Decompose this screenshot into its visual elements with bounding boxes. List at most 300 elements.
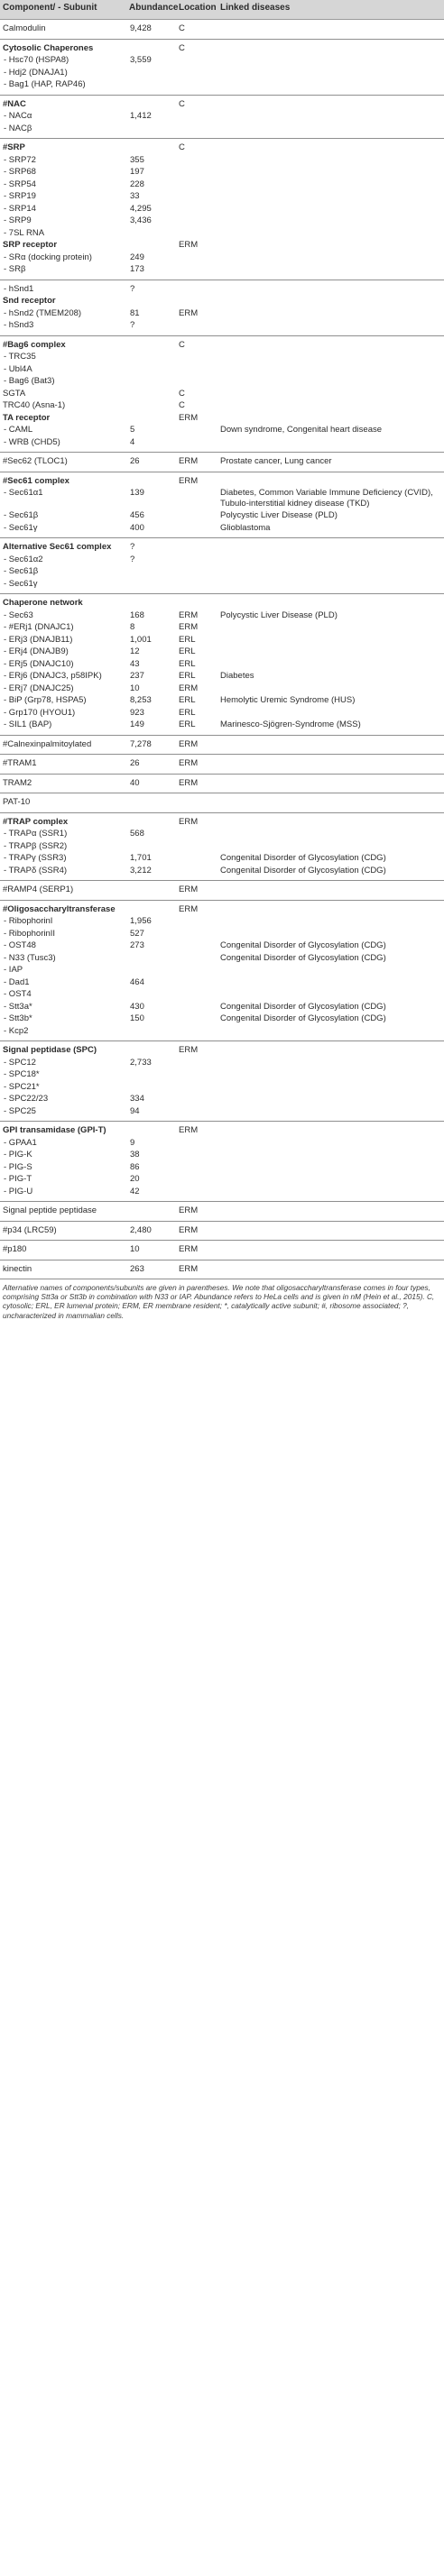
cell-abundance: ? xyxy=(126,280,176,295)
cell-component: TRAM2 xyxy=(0,774,126,793)
cell-diseases xyxy=(217,840,444,853)
cell-location xyxy=(176,988,217,1001)
table-row xyxy=(0,1041,444,1057)
table-row xyxy=(0,399,444,412)
cell-component: - Hdj2 (DNAJA1) xyxy=(4,67,68,78)
cell-diseases xyxy=(217,828,444,840)
cell-location xyxy=(176,793,217,813)
cell-location xyxy=(176,1001,217,1013)
cell-diseases xyxy=(217,95,444,110)
table-row xyxy=(0,707,444,720)
cell-location xyxy=(176,123,217,139)
cell-abundance xyxy=(126,1041,176,1057)
cell-component: - RibophorinII xyxy=(4,928,56,939)
table-row xyxy=(0,215,444,227)
table-row xyxy=(0,453,444,472)
cell-component: #Sec62 (TLOC1) xyxy=(0,453,126,472)
cell-abundance: 26 xyxy=(126,453,176,472)
cell-location xyxy=(176,1093,217,1105)
cell-component: - PIG-T xyxy=(4,1174,32,1184)
cell-diseases xyxy=(217,1241,444,1260)
cell-diseases xyxy=(217,375,444,388)
table-row xyxy=(0,774,444,793)
table-row xyxy=(0,900,444,915)
table-row xyxy=(0,39,444,54)
cell-component: - PIG-U xyxy=(4,1186,33,1196)
cell-diseases xyxy=(217,399,444,412)
cell-abundance: 430 xyxy=(130,1001,144,1012)
cell-abundance: 2,733 xyxy=(130,1057,152,1068)
cell-component: - BiP (Grp78, HSPA5) xyxy=(4,695,87,705)
cell-diseases xyxy=(217,646,444,658)
table-row xyxy=(0,319,444,335)
cell-diseases xyxy=(217,1173,444,1186)
cell-component: - Sec63 xyxy=(4,610,33,620)
cell-component: #Sec61 complex xyxy=(0,472,126,487)
table-row xyxy=(0,646,444,658)
cell-abundance xyxy=(126,812,176,828)
cell-abundance: 237 xyxy=(130,671,144,681)
cell-location xyxy=(176,252,217,264)
cell-location: C xyxy=(176,335,217,351)
table-row xyxy=(0,522,444,538)
cell-diseases xyxy=(217,735,444,755)
cell-abundance xyxy=(126,565,176,578)
cell-component: - TRAPβ (SSR2) xyxy=(4,840,68,851)
cell-abundance xyxy=(126,239,176,252)
table-row xyxy=(0,363,444,376)
cell-location xyxy=(176,1057,217,1069)
cell-component: - OST48 xyxy=(4,940,36,950)
cell-component: - Ubl4A xyxy=(4,363,32,374)
cell-abundance xyxy=(126,793,176,813)
cell-diseases: Diabetes, Common Variable Immune Deficiency (CVID), Tubulo-interstitial kidney disease (TKD) xyxy=(220,488,433,509)
cell-component: - ERj5 (DNAJC10) xyxy=(4,658,74,669)
cell-component: Signal peptidase (SPC) xyxy=(0,1041,126,1057)
cell-location: ERM xyxy=(179,307,199,318)
cell-abundance: 228 xyxy=(130,179,144,189)
table-row xyxy=(0,1057,444,1069)
cell-diseases xyxy=(217,436,444,453)
cell-component: TA receptor xyxy=(3,412,51,423)
cell-location xyxy=(176,865,217,881)
cell-diseases xyxy=(217,110,444,123)
table-row xyxy=(0,1260,444,1279)
table-row xyxy=(0,735,444,755)
table-row xyxy=(0,964,444,976)
cell-component: - SPC22/23 xyxy=(4,1094,49,1104)
cell-location: ERL xyxy=(179,658,196,669)
table-row xyxy=(0,487,444,509)
cell-diseases xyxy=(217,881,444,901)
cell-component: - Bag1 (HAP, RAP46) xyxy=(4,79,86,89)
table-row xyxy=(0,509,444,522)
cell-diseases xyxy=(217,594,444,610)
components-table xyxy=(0,0,444,1279)
cell-diseases xyxy=(217,472,444,487)
cell-component: - IAP xyxy=(4,965,23,975)
table-row xyxy=(0,1221,444,1241)
cell-abundance: 4,295 xyxy=(130,203,152,214)
cell-component: - PIG-K xyxy=(4,1150,32,1160)
cell-abundance: ? xyxy=(126,538,176,554)
cell-abundance: 81 xyxy=(130,307,140,318)
table-row xyxy=(0,658,444,671)
cell-abundance: 94 xyxy=(130,1105,140,1116)
cell-component: #p180 xyxy=(0,1241,126,1260)
column-header-diseases: Linked diseases xyxy=(217,0,444,20)
cell-abundance: 2,480 xyxy=(126,1221,176,1241)
cell-diseases xyxy=(217,900,444,915)
cell-component: - OST4 xyxy=(4,989,32,999)
cell-diseases xyxy=(217,1025,444,1041)
cell-location xyxy=(176,154,217,167)
table-row xyxy=(0,190,444,203)
cell-location xyxy=(176,166,217,179)
cell-component: Cytosolic Chaperones xyxy=(0,39,126,54)
cell-location: ERM xyxy=(176,1122,217,1137)
table-row xyxy=(0,307,444,320)
table-row xyxy=(0,227,444,240)
cell-diseases xyxy=(217,179,444,191)
cell-abundance: 7,278 xyxy=(126,735,176,755)
table-row xyxy=(0,139,444,154)
table-row xyxy=(0,840,444,853)
cell-component: - hSnd1 xyxy=(0,280,126,295)
cell-diseases: Congenital Disorder of Glycosylation (CDG) xyxy=(220,940,386,950)
cell-diseases xyxy=(217,39,444,54)
cell-component: - hSnd3 xyxy=(4,320,34,330)
cell-abundance: 9,428 xyxy=(126,20,176,40)
cell-location: ERM xyxy=(176,755,217,775)
cell-location xyxy=(176,203,217,215)
cell-location xyxy=(176,1173,217,1186)
table-row xyxy=(0,203,444,215)
cell-diseases xyxy=(217,1161,444,1174)
cell-component: - CAML xyxy=(4,425,33,435)
cell-diseases xyxy=(217,215,444,227)
table-row xyxy=(0,295,444,307)
cell-component: - GPAA1 xyxy=(4,1137,37,1148)
cell-diseases: Prostate cancer, Lung cancer xyxy=(217,453,444,472)
cell-component: TRC40 (Asna-1) xyxy=(3,400,66,410)
cell-diseases xyxy=(217,634,444,646)
cell-component: - ERj7 (DNAJC25) xyxy=(4,683,74,693)
table-row xyxy=(0,154,444,167)
table-row xyxy=(0,578,444,594)
cell-abundance xyxy=(126,578,176,594)
cell-abundance xyxy=(126,472,176,487)
cell-abundance: 9 xyxy=(130,1137,135,1148)
cell-diseases: Congenital Disorder of Glycosylation (CDG) xyxy=(220,853,386,863)
cell-abundance xyxy=(126,227,176,240)
cell-abundance: 456 xyxy=(130,510,144,520)
cell-location xyxy=(176,578,217,594)
cell-location: ERM xyxy=(176,472,217,487)
table-row xyxy=(0,1093,444,1105)
cell-abundance: 1,956 xyxy=(130,916,152,926)
cell-component: - TRAPγ (SSR3) xyxy=(4,853,67,863)
cell-abundance xyxy=(126,1068,176,1081)
cell-abundance: 173 xyxy=(130,264,144,274)
cell-abundance: 3,212 xyxy=(130,865,152,875)
cell-diseases xyxy=(217,928,444,940)
cell-diseases xyxy=(217,166,444,179)
table-row xyxy=(0,95,444,110)
cell-diseases xyxy=(217,154,444,167)
cell-abundance xyxy=(126,388,176,400)
cell-abundance xyxy=(126,67,176,79)
cell-location xyxy=(176,852,217,865)
cell-abundance xyxy=(126,95,176,110)
table-row xyxy=(0,239,444,252)
cell-abundance: 1,001 xyxy=(130,634,152,645)
table-row xyxy=(0,634,444,646)
cell-component: SRP receptor xyxy=(3,240,58,250)
table-row xyxy=(0,20,444,40)
cell-location xyxy=(176,190,217,203)
cell-abundance xyxy=(126,881,176,901)
cell-location xyxy=(176,110,217,123)
table-row xyxy=(0,1013,444,1025)
cell-location: ERM xyxy=(176,1241,217,1260)
cell-abundance: 249 xyxy=(130,252,144,262)
cell-location xyxy=(176,594,217,610)
cell-abundance: 149 xyxy=(130,720,144,729)
table-row xyxy=(0,538,444,554)
cell-abundance: 4 xyxy=(130,436,135,447)
cell-component: - Stt3a* xyxy=(4,1001,32,1012)
cell-diseases: Congenital Disorder of Glycosylation (CDG) xyxy=(220,952,386,963)
cell-diseases: Polycystic Liver Disease (PLD) xyxy=(220,610,338,620)
cell-component: - NACβ xyxy=(4,123,32,133)
table-row xyxy=(0,388,444,400)
cell-diseases xyxy=(217,319,444,335)
table-row xyxy=(0,1001,444,1013)
cell-component: - PIG-S xyxy=(4,1161,32,1172)
cell-location xyxy=(176,78,217,95)
cell-diseases xyxy=(217,774,444,793)
cell-component: - ERj3 (DNAJB11) xyxy=(4,634,73,645)
cell-diseases: Polycystic Liver Disease (PLD) xyxy=(220,510,338,520)
cell-abundance: 400 xyxy=(130,522,144,533)
cell-location xyxy=(176,363,217,376)
cell-location: ERM xyxy=(176,774,217,793)
cell-diseases xyxy=(217,793,444,813)
cell-location xyxy=(176,522,217,538)
cell-diseases xyxy=(217,1057,444,1069)
cell-diseases xyxy=(217,1186,444,1202)
table-row xyxy=(0,1161,444,1174)
table-row xyxy=(0,1081,444,1094)
cell-abundance xyxy=(126,375,176,388)
table-row xyxy=(0,1137,444,1150)
cell-diseases: Glioblastoma xyxy=(220,522,271,533)
cell-location: ERM xyxy=(176,881,217,901)
cell-diseases xyxy=(217,915,444,928)
cell-diseases xyxy=(217,554,444,566)
cell-abundance: 26 xyxy=(126,755,176,775)
cell-abundance: 168 xyxy=(130,610,144,620)
cell-abundance: 3,436 xyxy=(130,215,152,225)
table-row xyxy=(0,424,444,436)
cell-abundance: 150 xyxy=(130,1013,144,1023)
cell-component: Signal peptide peptidase xyxy=(0,1202,126,1222)
cell-location: ERM xyxy=(176,1041,217,1057)
cell-location: ERL xyxy=(179,720,196,729)
cell-component: #TRAM1 xyxy=(0,755,126,775)
table-row xyxy=(0,881,444,901)
cell-component: #NAC xyxy=(0,95,126,110)
cell-component: - SPC18* xyxy=(4,1069,40,1079)
table-row xyxy=(0,1173,444,1186)
cell-location xyxy=(176,915,217,928)
cell-location xyxy=(176,375,217,388)
cell-location: C xyxy=(176,95,217,110)
cell-abundance xyxy=(126,78,176,95)
cell-abundance: 5 xyxy=(130,425,135,435)
cell-abundance: 464 xyxy=(130,976,144,987)
table-row xyxy=(0,940,444,952)
cell-location xyxy=(176,1137,217,1150)
cell-component: - Dad1 xyxy=(4,976,30,987)
cell-abundance: 197 xyxy=(130,167,144,177)
cell-location: C xyxy=(176,20,217,40)
cell-location: ERM xyxy=(176,1260,217,1279)
cell-diseases xyxy=(217,1068,444,1081)
cell-component: Alternative Sec61 complex xyxy=(0,538,126,554)
cell-diseases: Hemolytic Uremic Syndrome (HUS) xyxy=(220,695,356,705)
table-row xyxy=(0,263,444,280)
cell-component: SGTA xyxy=(3,388,26,399)
cell-component: #Oligosaccharyltransferase xyxy=(0,900,126,915)
cell-location: ERM xyxy=(179,412,199,423)
cell-location: ERM xyxy=(179,240,199,250)
cell-diseases xyxy=(217,1137,444,1150)
table-row xyxy=(0,952,444,965)
cell-abundance xyxy=(126,988,176,1001)
cell-diseases xyxy=(217,78,444,95)
cell-component: - Sec61β xyxy=(4,566,39,576)
cell-abundance xyxy=(126,295,176,307)
cell-diseases xyxy=(217,1260,444,1279)
table-row xyxy=(0,179,444,191)
cell-location xyxy=(176,828,217,840)
cell-component: - Stt3b* xyxy=(4,1013,32,1023)
cell-component: - Sec61β xyxy=(4,510,39,520)
cell-location: ERM xyxy=(176,735,217,755)
table-row xyxy=(0,852,444,865)
cell-abundance xyxy=(126,952,176,965)
cell-component: GPI transamidase (GPI-T) xyxy=(0,1122,126,1137)
table-row xyxy=(0,252,444,264)
cell-location xyxy=(176,1068,217,1081)
cell-component: #Bag6 complex xyxy=(0,335,126,351)
cell-diseases xyxy=(217,123,444,139)
cell-location: ERM xyxy=(179,622,199,632)
cell-location: ERL xyxy=(179,707,196,718)
cell-location xyxy=(176,1186,217,1202)
cell-abundance xyxy=(126,412,176,425)
cell-component: Snd receptor xyxy=(3,296,56,306)
cell-location xyxy=(176,1025,217,1041)
cell-component: - SRβ xyxy=(4,264,26,274)
cell-component: - SPC25 xyxy=(4,1105,36,1116)
cell-component: PAT-10 xyxy=(0,793,126,813)
cell-component: - SRP14 xyxy=(4,203,36,214)
column-header-location: Location xyxy=(176,0,217,20)
table-row xyxy=(0,123,444,139)
table-row xyxy=(0,988,444,1001)
cell-diseases xyxy=(217,755,444,775)
cell-location: C xyxy=(176,39,217,54)
cell-abundance: 1,412 xyxy=(130,111,152,121)
cell-diseases xyxy=(217,578,444,594)
cell-diseases xyxy=(217,239,444,252)
cell-component: - Grp170 (HYOU1) xyxy=(4,707,76,718)
cell-abundance xyxy=(126,1122,176,1137)
table-row xyxy=(0,683,444,695)
table-row xyxy=(0,1122,444,1137)
table-row xyxy=(0,54,444,67)
table-row xyxy=(0,412,444,425)
cell-component: - Sec61γ xyxy=(4,578,38,589)
cell-location xyxy=(176,1105,217,1122)
table-row xyxy=(0,1105,444,1122)
cell-component: - 7SL RNA xyxy=(4,227,45,238)
table-row xyxy=(0,915,444,928)
cell-component: #Calnexinpalmitoylated xyxy=(0,735,126,755)
cell-component: - SRα (docking protein) xyxy=(4,252,92,262)
table-row xyxy=(0,793,444,813)
cell-component: - ERj4 (DNAJB9) xyxy=(4,646,69,656)
cell-component: - SRP68 xyxy=(4,167,36,177)
cell-location xyxy=(176,1161,217,1174)
cell-diseases xyxy=(217,683,444,695)
cell-abundance: 8,253 xyxy=(130,695,152,705)
column-header-component: Component/ - Subunit xyxy=(0,0,126,20)
cell-component: - RibophorinI xyxy=(4,916,53,926)
cell-component: - N33 (Tusc3) xyxy=(4,952,56,963)
cell-abundance xyxy=(126,1202,176,1222)
cell-diseases xyxy=(217,1041,444,1057)
cell-component: Calmodulin xyxy=(0,20,126,40)
cell-abundance xyxy=(126,1081,176,1094)
cell-diseases: Congenital Disorder of Glycosylation (CDG) xyxy=(220,1001,386,1012)
cell-location: ERM xyxy=(176,812,217,828)
cell-diseases xyxy=(217,227,444,240)
cell-location xyxy=(176,1149,217,1161)
cell-diseases xyxy=(217,190,444,203)
cell-location: ERL xyxy=(179,671,196,681)
cell-diseases: Marinesco-Sjögren-Syndrome (MSS) xyxy=(220,720,361,729)
cell-abundance: 20 xyxy=(130,1174,140,1184)
cell-component: - ERj6 (DNAJC3, p58IPK) xyxy=(4,671,102,681)
table-row xyxy=(0,166,444,179)
table-row xyxy=(0,554,444,566)
cell-diseases xyxy=(217,1105,444,1122)
cell-abundance xyxy=(126,594,176,610)
cell-diseases: Diabetes xyxy=(220,671,254,681)
table-row xyxy=(0,1025,444,1041)
table-footnote: Alternative names of components/subunits are given in parentheses. We note that oligosaccharyltransferase comes in four types, comprising Stt3a or Stt3b in combination with N33 or IAP. Abundance refers to HeLa cells and is given in nM (Hein et al., 2015). C, cytosolic; ERL, ER lumenal protein; ERM, ER membrane resident; *, catalytically active subunit; #, ribosome associated; ?, uncharacterized in mammalian cells. xyxy=(0,1279,444,1320)
table-row xyxy=(0,375,444,388)
cell-abundance: 86 xyxy=(130,1161,140,1172)
table-header xyxy=(0,0,444,20)
cell-abundance xyxy=(126,139,176,154)
cell-abundance xyxy=(126,335,176,351)
cell-diseases xyxy=(217,976,444,989)
